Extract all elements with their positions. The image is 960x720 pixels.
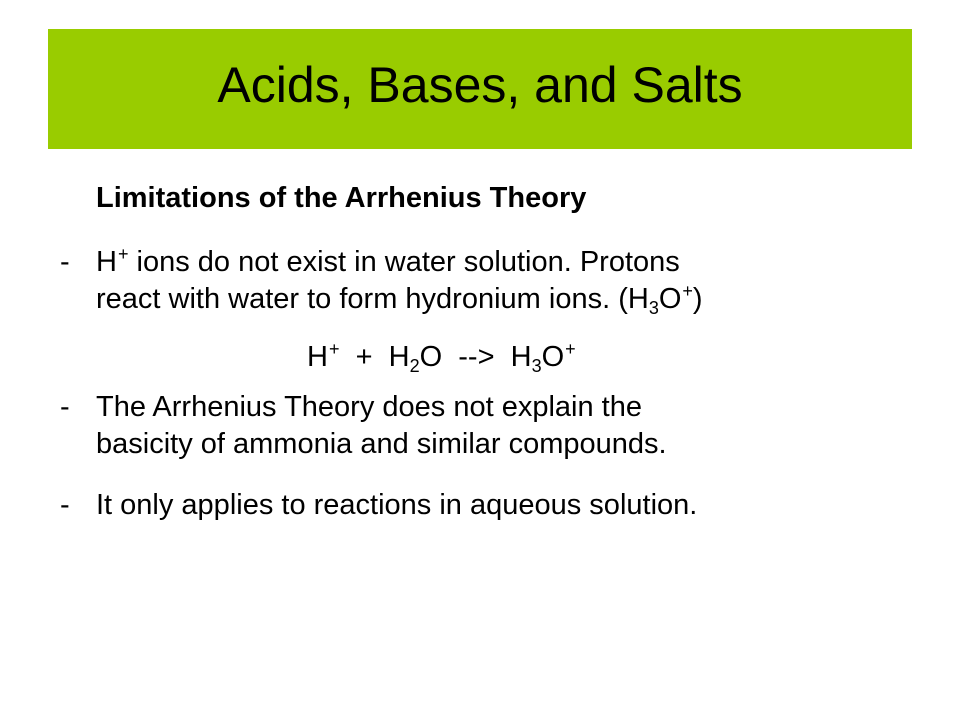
bullet-2-line-1: The Arrhenius Theory does not explain the bbox=[96, 391, 642, 423]
eq-subscript-2: 2 bbox=[409, 356, 420, 376]
bullet-dash-1: - bbox=[60, 246, 70, 278]
bullet-dash-3: - bbox=[60, 489, 70, 521]
text-h: H bbox=[96, 246, 117, 278]
text-o: O bbox=[658, 283, 682, 315]
bullet-dash-2: - bbox=[60, 391, 70, 423]
eq-o-arrow-h: O --> H bbox=[419, 341, 532, 373]
hydronium-equation bbox=[307, 339, 576, 375]
bullet-1-line-2 bbox=[96, 281, 703, 317]
eq-o-superscript: + bbox=[565, 339, 576, 359]
eq-plus-h: + H bbox=[339, 341, 410, 373]
eq-h-superscript: + bbox=[328, 339, 340, 359]
bullet-1-line-1 bbox=[96, 244, 680, 280]
close-paren: ) bbox=[692, 283, 703, 315]
superscript-plus: + bbox=[682, 281, 693, 301]
eq-subscript-3: 3 bbox=[531, 356, 542, 376]
bullet-3-line-1: It only applies to reactions in aqueous solution. bbox=[96, 489, 698, 521]
bullet-2-line-2: basicity of ammonia and similar compounds. bbox=[96, 428, 667, 460]
bullet-1-line-2-text: react with water to form hydronium ions. (H bbox=[96, 283, 649, 315]
subscript-3: 3 bbox=[648, 298, 659, 318]
superscript-plus: + bbox=[117, 244, 129, 264]
title-bar bbox=[48, 29, 912, 149]
eq-o: O bbox=[541, 341, 565, 373]
slide-subtitle: Limitations of the Arrhenius Theory bbox=[96, 182, 587, 214]
slide-title: Acids, Bases, and Salts bbox=[217, 57, 743, 113]
eq-h: H bbox=[307, 341, 328, 373]
bullet-1-line-1-text: ions do not exist in water solution. Protons bbox=[128, 246, 680, 278]
